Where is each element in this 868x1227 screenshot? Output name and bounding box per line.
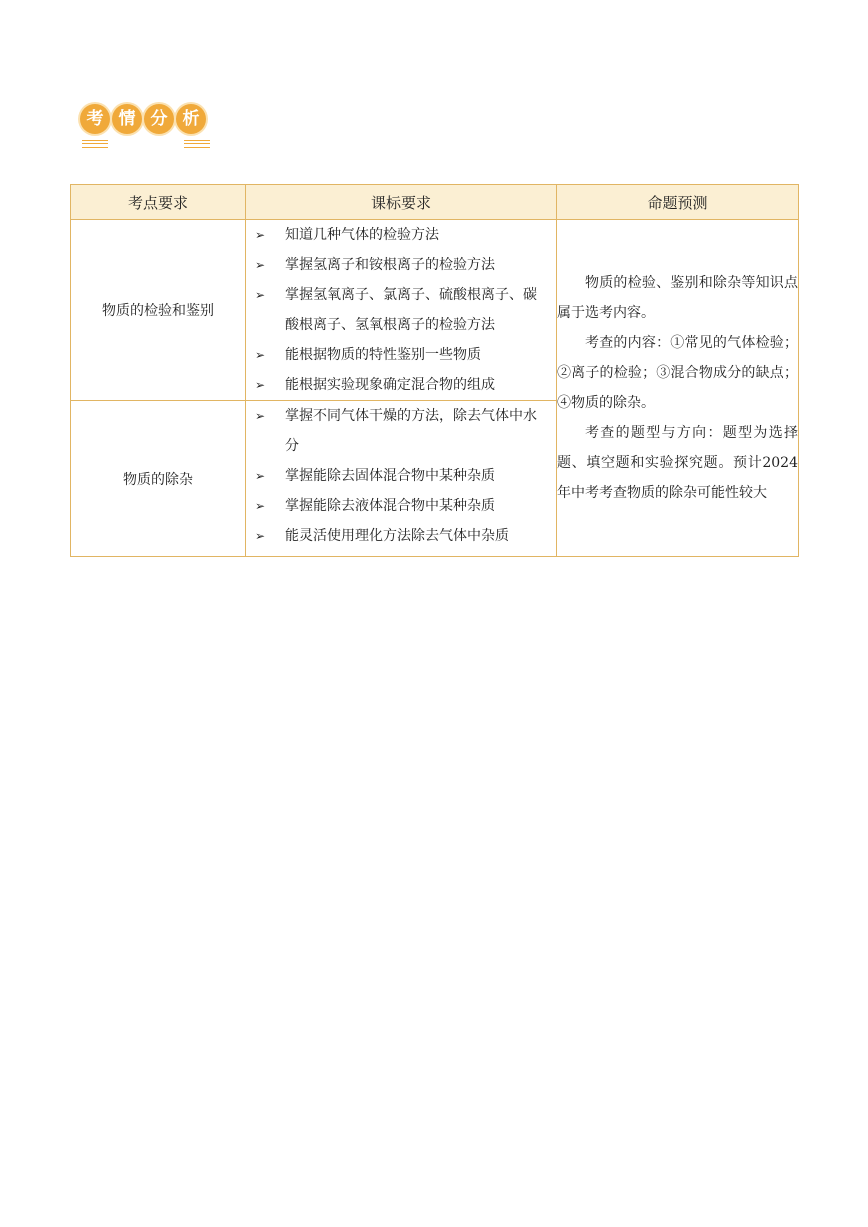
heading-char: 情 — [112, 104, 142, 134]
decorative-lines — [82, 140, 108, 148]
header-exam-points: 考点要求 — [71, 185, 246, 220]
requirement-text: 能根据物质的特性鉴别一些物质 — [285, 347, 481, 363]
requirements-list — [246, 220, 556, 400]
list-item — [246, 370, 556, 400]
requirement-text: 能根据实验现象确定混合物的组成 — [285, 377, 495, 393]
list-item — [246, 401, 556, 461]
requirement-text: 掌握氢氧离子、氯离子、硫酸根离子、碳酸根离子、氢氧根离子的检验方法 — [285, 287, 537, 333]
arrow-bullet-icon: ➢ — [255, 499, 266, 513]
prediction-cell — [557, 220, 799, 557]
requirement-text: 掌握能除去固体混合物中某种杂质 — [285, 468, 495, 484]
list-item — [246, 491, 556, 521]
arrow-bullet-icon: ➢ — [255, 228, 266, 242]
list-item — [246, 521, 556, 551]
prediction-paragraph: 考查的题型与方向：题型为选择题、填空题和实验探究题。预计2024年中考考查物质的除杂可能性较大 — [557, 425, 798, 501]
arrow-bullet-icon: ➢ — [255, 378, 266, 392]
heading-char: 析 — [176, 104, 206, 134]
requirement-text: 掌握能除去液体混合物中某种杂质 — [285, 498, 495, 514]
list-item — [246, 250, 556, 280]
arrow-bullet-icon: ➢ — [255, 409, 266, 423]
requirement-text: 掌握不同气体干燥的方法，除去气体中水分 — [285, 408, 537, 454]
exam-point-cell: 物质的检验和鉴别 — [71, 220, 246, 401]
header-curriculum-requirements: 课标要求 — [246, 185, 557, 220]
list-item — [246, 220, 556, 250]
header-prediction: 命题预测 — [557, 185, 799, 220]
table-row — [71, 220, 799, 401]
requirements-cell — [246, 401, 557, 557]
arrow-bullet-icon: ➢ — [255, 348, 266, 362]
requirements-cell — [246, 220, 557, 401]
requirement-text: 知道几种气体的检验方法 — [285, 227, 439, 243]
requirement-text: 能灵活使用理化方法除去气体中杂质 — [285, 528, 509, 544]
heading-char: 分 — [144, 104, 174, 134]
arrow-bullet-icon: ➢ — [255, 258, 266, 272]
requirements-list — [246, 401, 556, 551]
heading-char: 考 — [80, 104, 110, 134]
arrow-bullet-icon: ➢ — [255, 469, 266, 483]
requirement-text: 掌握氢离子和铵根离子的检验方法 — [285, 257, 495, 273]
section-heading-badge — [80, 104, 216, 148]
prediction-paragraph: 考查的内容：①常见的气体检验；②离子的检验；③混合物成分的缺点；④物质的除杂。 — [557, 335, 798, 411]
table-header-row — [71, 185, 799, 220]
arrow-bullet-icon: ➢ — [255, 288, 266, 302]
list-item — [246, 340, 556, 370]
exam-point-cell: 物质的除杂 — [71, 401, 246, 557]
analysis-table — [70, 184, 799, 557]
decorative-lines — [184, 140, 210, 148]
list-item — [246, 461, 556, 491]
prediction-paragraph: 物质的检验、鉴别和除杂等知识点属于选考内容。 — [557, 275, 798, 321]
list-item — [246, 280, 556, 340]
arrow-bullet-icon: ➢ — [255, 529, 266, 543]
